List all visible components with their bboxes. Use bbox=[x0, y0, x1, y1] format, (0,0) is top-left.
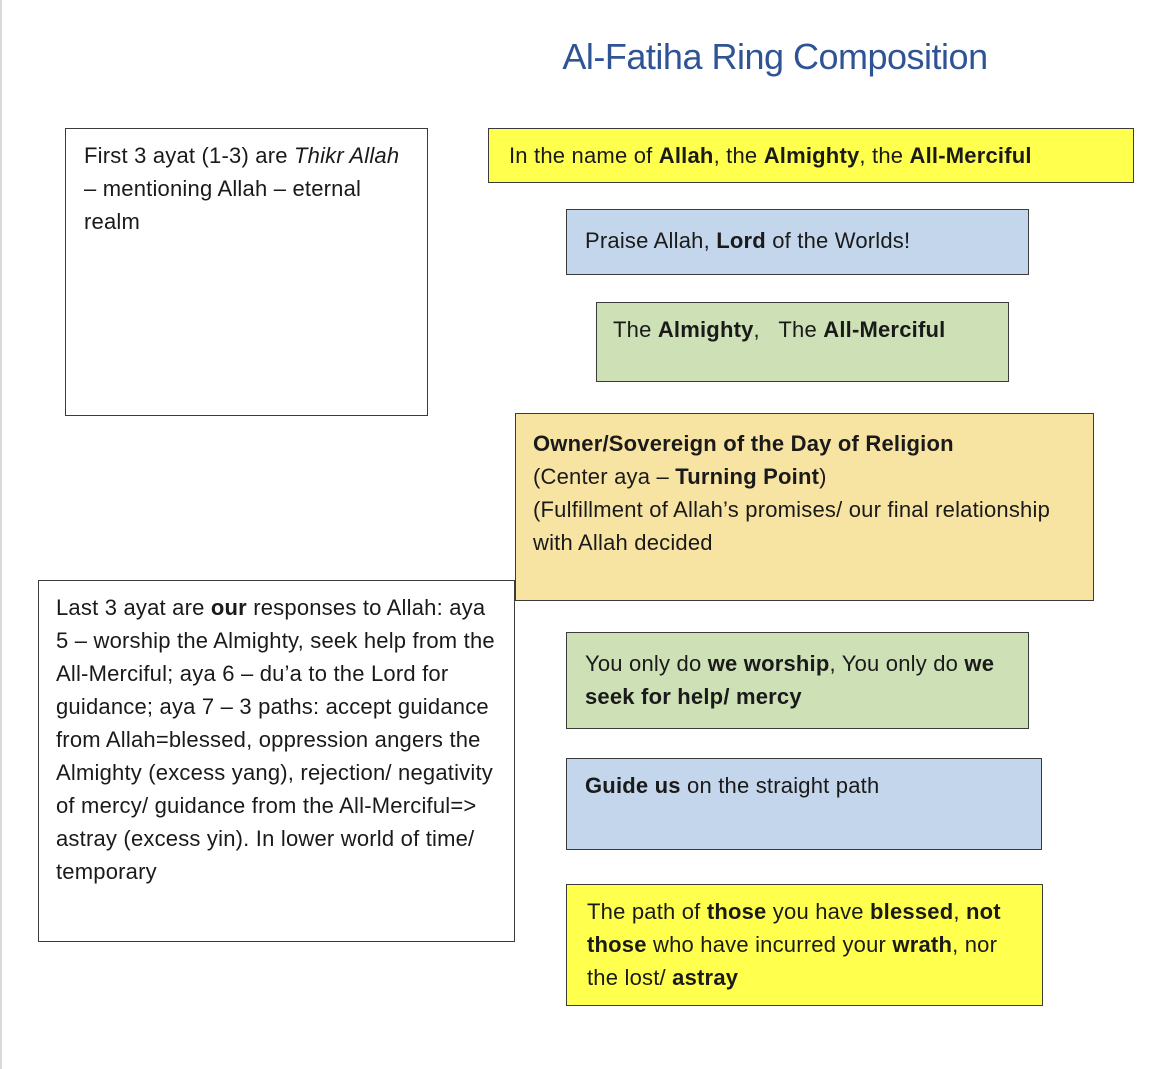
aya-2-text bbox=[585, 224, 1010, 257]
last-three-text bbox=[56, 591, 497, 888]
aya-4-heading: Owner/Sovereign of the Day of Religion bbox=[533, 431, 954, 456]
aya-text: The bbox=[613, 317, 658, 342]
page-title: Al-Fatiha Ring Composition bbox=[562, 36, 988, 77]
aya-bold-text: Almighty bbox=[763, 143, 860, 168]
aya-bold-text: Guide us bbox=[585, 773, 681, 798]
aya-text: who have incurred your bbox=[646, 932, 893, 957]
aya-text: Praise Allah, bbox=[585, 228, 717, 253]
aya-3-box bbox=[596, 302, 1009, 382]
aya-bold-text: All-Merciful bbox=[909, 143, 1032, 168]
note-text: Last 3 ayat are bbox=[56, 595, 211, 620]
aya-text: , The bbox=[753, 317, 824, 342]
first-three-text bbox=[84, 139, 409, 238]
last-three-ayat-note bbox=[38, 580, 515, 942]
aya-bold-text: we worship bbox=[707, 651, 830, 676]
aya-1-box bbox=[488, 128, 1134, 183]
aya-bold-text: astray bbox=[672, 965, 739, 990]
aya-bold-text: we seek for help/ mercy bbox=[585, 651, 995, 709]
aya-5-box bbox=[566, 632, 1029, 729]
aya-bold-text: Lord bbox=[716, 228, 766, 253]
aya-bold-text: blessed bbox=[870, 899, 954, 924]
aya-text: In the name of bbox=[509, 143, 659, 168]
note-text: – mentioning Allah – eternal realm bbox=[84, 176, 362, 234]
aya-text: , You only do bbox=[829, 651, 965, 676]
aya-text: , the bbox=[713, 143, 764, 168]
aya-text: of the Worlds! bbox=[765, 228, 911, 253]
aya-text: (Center aya – bbox=[533, 464, 676, 489]
note-text: responses to Allah: aya 5 – worship the Almighty, seek help from the All-Merciful; aya 6 – du’a to the Lord for guidance; aya 7 – 3 paths: accept guidance from Allah=blessed, oppression angers the Almighty (excess yang), rejection/ negativity of mercy/ guidance from the All-Merciful=> astray (excess yin). In lower world of time/ temporary bbox=[56, 595, 495, 884]
first-three-ayat-note bbox=[65, 128, 428, 416]
aya-6-box bbox=[566, 758, 1042, 850]
aya-4-center-box bbox=[515, 413, 1094, 601]
aya-text: , the bbox=[859, 143, 910, 168]
aya-4-subline bbox=[533, 460, 1076, 493]
note-bold-text: our bbox=[210, 595, 247, 620]
aya-bold-text: All-Merciful bbox=[823, 317, 946, 342]
aya-text: , nor the lost/ bbox=[587, 932, 998, 990]
aya-1-text bbox=[509, 139, 1113, 172]
aya-text: on the straight path bbox=[680, 773, 880, 798]
aya-text: The path of bbox=[587, 899, 707, 924]
note-text: First 3 ayat (1-3) are bbox=[84, 143, 294, 168]
aya-bold-text: those bbox=[706, 899, 767, 924]
aya-bold-text: Turning Point bbox=[675, 464, 820, 489]
aya-2-box bbox=[566, 209, 1029, 275]
aya-3-text bbox=[613, 313, 992, 346]
aya-text: you have bbox=[766, 899, 871, 924]
aya-bold-text: Almighty bbox=[657, 317, 754, 342]
aya-bold-text: Allah bbox=[658, 143, 714, 168]
aya-bold-text: wrath bbox=[892, 932, 953, 957]
aya-4-explanation: (Fulfillment of Allah’s promises/ our final relationship with Allah decided bbox=[533, 497, 1051, 555]
note-italic-text: Thikr Allah bbox=[294, 143, 400, 168]
aya-5-text bbox=[585, 647, 1010, 713]
aya-bold-text: not those bbox=[587, 899, 1001, 957]
aya-text: , bbox=[953, 899, 966, 924]
aya-text: You only do bbox=[585, 651, 708, 676]
aya-7-text bbox=[587, 895, 1022, 994]
page-edge-line bbox=[0, 0, 2, 1069]
aya-7-box bbox=[566, 884, 1043, 1006]
aya-6-text bbox=[585, 769, 1023, 802]
aya-text: ) bbox=[819, 464, 827, 489]
